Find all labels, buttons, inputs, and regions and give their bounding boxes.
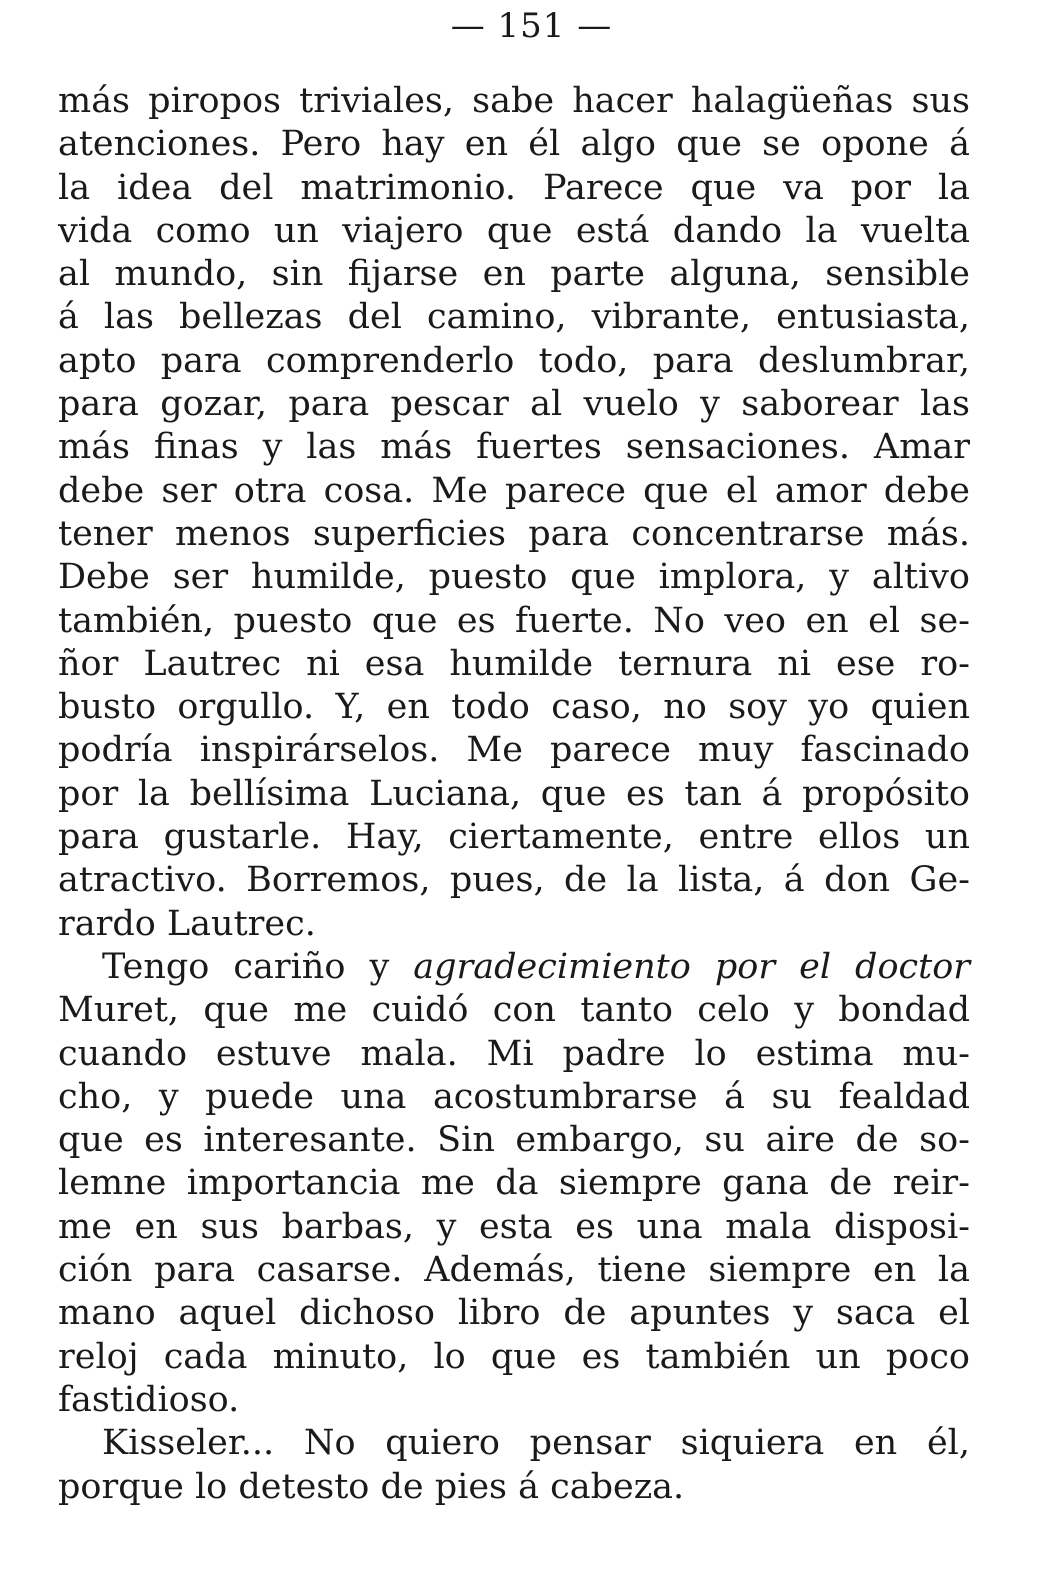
text-line: lemne importancia me da siempre gana de reir- <box>58 1163 970 1204</box>
text-line: rardo Lautrec. <box>58 903 316 944</box>
text-line: reloj cada minuto, lo que es también un poco <box>58 1336 970 1377</box>
text-line: atractivo. Borremos, pues, de la lista, á don Ge- <box>58 860 970 901</box>
text-line: por la bellísima Luciana, que es tan á propósito <box>58 773 970 814</box>
page-number: — 151 — <box>450 6 613 46</box>
text-line: ñor Lautrec ni esa humilde ternura ni ese ro- <box>58 643 970 684</box>
text-line: que es interesante. Sin embargo, su aire de so- <box>58 1120 970 1161</box>
text-line: para gozar, para pescar al vuelo y saborear las <box>58 384 970 425</box>
text-line: Debe ser humilde, puesto que implora, y altivo <box>58 557 970 598</box>
text-line: Tengo cariño y agradecimiento por el doctor <box>102 946 971 987</box>
paragraph <box>58 1422 970 1509</box>
text-line: á las bellezas del camino, vibrante, entusiasta, <box>58 297 970 338</box>
text-line: mano aquel dichoso libro de apuntes y saca el <box>58 1293 970 1334</box>
text-line: fastidioso. <box>58 1379 240 1420</box>
text-line: vida como un viajero que está dando la vuelta <box>58 210 970 251</box>
text-line: atenciones. Pero hay en él algo que se opone á <box>58 124 970 165</box>
paragraph <box>58 946 970 1422</box>
text-line: busto orgullo. Y, en todo caso, no soy yo quien <box>58 687 970 728</box>
text-line: para gustarle. Hay, ciertamente, entre ellos un <box>58 817 970 858</box>
text-line: apto para comprenderlo todo, para deslumbrar, <box>58 340 970 381</box>
text-line: cuando estuve mala. Mi padre lo estima mu- <box>58 1033 970 1074</box>
text-line: debe ser otra cosa. Me parece que el amor debe <box>58 470 970 511</box>
text-line: Muret, que me cuidó con tanto celo y bondad <box>58 990 970 1031</box>
text-line: Kisseler... No quiero pensar siquiera en él, <box>102 1423 970 1464</box>
text-line: ción para casarse. Además, tiene siempre en la <box>58 1250 970 1291</box>
paragraph <box>58 80 970 946</box>
text-line: también, puesto que es fuerte. No veo en el se- <box>58 600 970 641</box>
body-text <box>58 80 970 1509</box>
text-line: porque lo detesto de pies á cabeza. <box>58 1466 685 1507</box>
text-line: tener menos superficies para concentrarse más. <box>58 513 970 554</box>
text-line: la idea del matrimonio. Parece que va por la <box>58 167 970 208</box>
text-line: más piropos triviales, sabe hacer halagüeñas sus <box>58 81 970 121</box>
text-line: al mundo, sin fijarse en parte alguna, sensible <box>58 254 970 295</box>
text-line: cho, y puede una acostumbrarse á su fealdad <box>58 1076 970 1117</box>
text-line: más finas y las más fuertes sensaciones. Amar <box>58 427 970 468</box>
text-line: me en sus barbas, y esta es una mala disposi- <box>58 1206 970 1247</box>
text-line: podría inspirárselos. Me parece muy fascinado <box>58 730 970 771</box>
